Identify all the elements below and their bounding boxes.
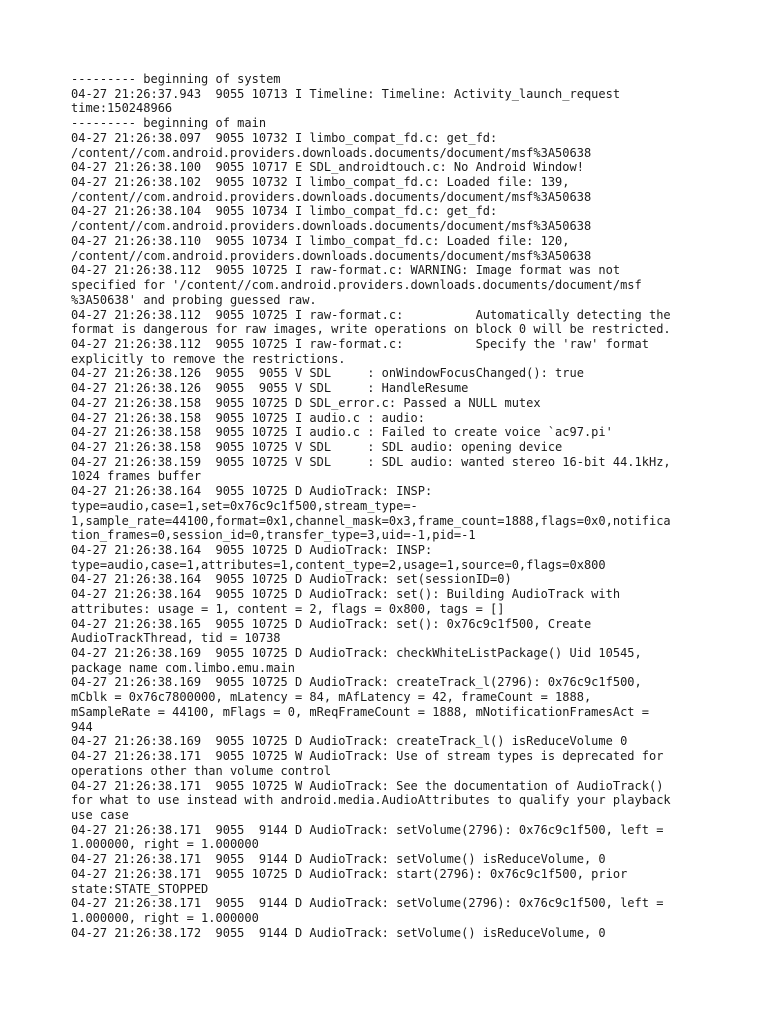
log-line: 04-27 21:26:38.158 9055 10725 I audio.c : audio: bbox=[71, 410, 426, 425]
log-line: package name com.limbo.emu.main bbox=[71, 660, 295, 675]
log-line: --------- beginning of main bbox=[71, 116, 267, 131]
log-line: 04-27 21:26:38.171 9055 10725 W AudioTrack: See the documentation of AudioTrack() bbox=[71, 778, 664, 793]
log-line: %3A50638' and probing guessed raw. bbox=[71, 292, 317, 307]
log-line: state:STATE_STOPPED bbox=[71, 881, 209, 896]
log-line: 04-27 21:26:38.169 9055 10725 D AudioTrack: checkWhiteListPackage() Uid 10545, bbox=[71, 646, 642, 661]
log-line: /content//com.android.providers.downloads.documents/document/msf%3A50638 bbox=[71, 189, 592, 204]
log-line: mCblk = 0x76c7800000, mLatency = 84, mAfLatency = 42, frameCount = 1888, bbox=[71, 690, 592, 705]
log-line: 04-27 21:26:38.164 9055 10725 D AudioTrack: set(sessionID=0) bbox=[71, 572, 512, 587]
log-line: 1.000000, right = 1.000000 bbox=[71, 910, 259, 925]
log-line: 04-27 21:26:38.165 9055 10725 D AudioTrack: set(): 0x76c9c1f500, Create bbox=[71, 616, 592, 631]
log-line: type=audio,case=1,attributes=1,content_type=2,usage=1,source=0,flags=0x800 bbox=[71, 557, 606, 572]
log-line: 04-27 21:26:38.159 9055 10725 V SDL : SDL audio: wanted stereo 16-bit 44.1kHz, bbox=[71, 454, 671, 469]
log-line: /content//com.android.providers.downloads.documents/document/msf%3A50638 bbox=[71, 219, 592, 234]
log-line: AudioTrackThread, tid = 10738 bbox=[71, 631, 281, 646]
log-line: 04-27 21:26:37.943 9055 10713 I Timeline: Timeline: Activity_launch_request bbox=[71, 86, 621, 101]
log-line: 04-27 21:26:38.104 9055 10734 I limbo_compat_fd.c: get_fd: bbox=[71, 204, 498, 219]
log-line: 04-27 21:26:38.110 9055 10734 I limbo_compat_fd.c: Loaded file: 120, bbox=[71, 233, 570, 248]
log-document bbox=[71, 72, 711, 940]
log-line: 944 bbox=[71, 719, 93, 734]
log-line: 04-27 21:26:38.171 9055 9144 D AudioTrack: setVolume(2796): 0x76c9c1f500, left = bbox=[71, 896, 664, 911]
log-line: 1,sample_rate=44100,format=0x1,channel_mask=0x3,frame_count=1888,flags=0x0,notifica bbox=[71, 513, 671, 528]
log-line: 04-27 21:26:38.171 9055 9144 D AudioTrack: setVolume() isReduceVolume, 0 bbox=[71, 852, 606, 867]
log-line: --------- beginning of system bbox=[71, 72, 281, 86]
log-line: 04-27 21:26:38.112 9055 10725 I raw-format.c: WARNING: Image format was not bbox=[71, 263, 621, 278]
log-line: use case bbox=[71, 807, 129, 822]
log-line: /content//com.android.providers.downloads.documents/document/msf%3A50638 bbox=[71, 145, 592, 160]
log-line: /content//com.android.providers.downloads.documents/document/msf%3A50638 bbox=[71, 248, 592, 263]
log-line: 04-27 21:26:38.158 9055 10725 D SDL_error.c: Passed a NULL mutex bbox=[71, 395, 541, 410]
log-line: 04-27 21:26:38.171 9055 10725 D AudioTrack: start(2796): 0x76c9c1f500, prior bbox=[71, 866, 628, 881]
log-line: mSampleRate = 44100, mFlags = 0, mReqFrameCount = 1888, mNotificationFramesAct = bbox=[71, 704, 649, 719]
log-line: for what to use instead with android.media.AudioAttributes to qualify your playback bbox=[71, 793, 671, 808]
log-line: 04-27 21:26:38.126 9055 9055 V SDL : onWindowFocusChanged(): true bbox=[71, 366, 584, 381]
log-line: 04-27 21:26:38.158 9055 10725 V SDL : SDL audio: opening device bbox=[71, 439, 563, 454]
log-line: 04-27 21:26:38.164 9055 10725 D AudioTrack: set(): Building AudioTrack with bbox=[71, 587, 621, 602]
log-line: 04-27 21:26:38.102 9055 10732 I limbo_compat_fd.c: Loaded file: 139, bbox=[71, 175, 570, 190]
log-line: 04-27 21:26:38.171 9055 10725 W AudioTrack: Use of stream types is deprecated for bbox=[71, 749, 664, 764]
log-line: 04-27 21:26:38.169 9055 10725 D AudioTrack: createTrack_l(2796): 0x76c9c1f500, bbox=[71, 675, 642, 690]
log-line: 1.000000, right = 1.000000 bbox=[71, 837, 259, 852]
log-line: explicitly to remove the restrictions. bbox=[71, 351, 346, 366]
log-line: 04-27 21:26:38.172 9055 9144 D AudioTrack: setVolume() isReduceVolume, 0 bbox=[71, 925, 606, 940]
log-line: 04-27 21:26:38.164 9055 10725 D AudioTrack: INSP: bbox=[71, 484, 433, 499]
log-line: format is dangerous for raw images, write operations on block 0 will be restricted. bbox=[71, 322, 671, 337]
log-line: attributes: usage = 1, content = 2, flags = 0x800, tags = [] bbox=[71, 601, 505, 616]
log-line: operations other than volume control bbox=[71, 763, 332, 778]
log-line: 04-27 21:26:38.169 9055 10725 D AudioTrack: createTrack_l() isReduceVolume 0 bbox=[71, 734, 628, 749]
log-line: specified for '/content//com.android.providers.downloads.documents/document/msf bbox=[71, 278, 642, 293]
log-line: 04-27 21:26:38.164 9055 10725 D AudioTrack: INSP: bbox=[71, 543, 433, 557]
log-line: 04-27 21:26:38.112 9055 10725 I raw-format.c: Specify the 'raw' format bbox=[71, 336, 649, 351]
log-line: tion_frames=0,session_id=0,transfer_type=3,uid=-1,pid=-1 bbox=[71, 528, 476, 543]
log-line: 1024 frames buffer bbox=[71, 469, 202, 484]
log-line: type=audio,case=1,set=0x76c9c1f500,stream_type=- bbox=[71, 498, 418, 513]
log-line: 04-27 21:26:38.112 9055 10725 I raw-format.c: Automatically detecting the bbox=[71, 307, 671, 322]
log-line: 04-27 21:26:38.171 9055 9144 D AudioTrack: setVolume(2796): 0x76c9c1f500, left = bbox=[71, 822, 664, 837]
log-line: 04-27 21:26:38.100 9055 10717 E SDL_androidtouch.c: No Android Window! bbox=[71, 160, 584, 175]
log-line: 04-27 21:26:38.126 9055 9055 V SDL : HandleResume bbox=[71, 381, 469, 396]
log-line: time:150248966 bbox=[71, 101, 173, 116]
log-line: 04-27 21:26:38.097 9055 10732 I limbo_compat_fd.c: get_fd: bbox=[71, 130, 498, 145]
log-line: 04-27 21:26:38.158 9055 10725 I audio.c : Failed to create voice `ac97.pi' bbox=[71, 425, 613, 440]
